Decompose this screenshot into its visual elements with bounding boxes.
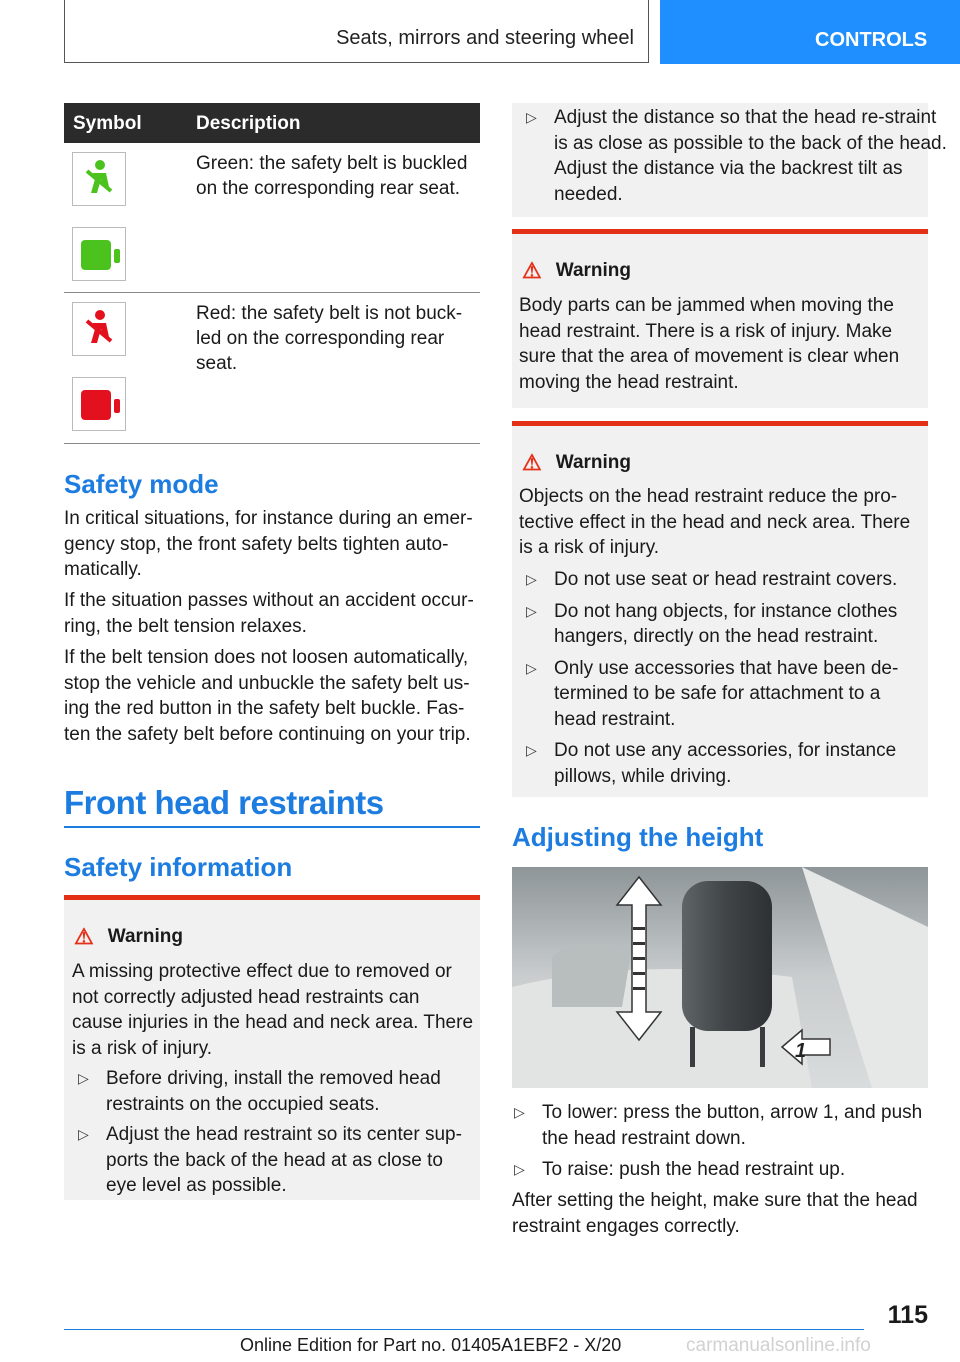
rear-seat-green-indicator-icon xyxy=(72,227,126,281)
heading-rule xyxy=(64,826,480,828)
warning-title-text: Warning xyxy=(555,452,632,473)
safety-mode-p1: In critical situations, for instance during an emer-gency stop, the front safety belts tighten auto-matically. xyxy=(64,508,473,580)
header-section xyxy=(64,0,649,63)
watermark: carmanualsonline.info xyxy=(686,1335,871,1356)
list-item xyxy=(512,105,954,207)
warning-list xyxy=(64,1066,474,1199)
col-description: Description xyxy=(196,113,301,134)
warning-text: A missing protective effect due to removed or not correctly adjusted head restraints can cause injuries in the head and neck area. There is a risk of injury. xyxy=(72,961,474,1059)
warning-box-2 xyxy=(512,229,928,408)
after-setting-text: After setting the height, make sure that the head restraint engages correctly. xyxy=(512,1190,918,1237)
adjust-distance-box xyxy=(512,103,947,217)
front-head-restraints-heading: Front head restraints xyxy=(64,784,384,821)
steps-list xyxy=(500,1100,930,1183)
safety-mode-heading: Safety mode xyxy=(64,469,219,499)
warning-list xyxy=(512,567,912,789)
warning-text: Objects on the head restraint reduce the pro-tective effect in the head and neck area. There is a risk of injury. xyxy=(519,486,911,558)
page-number: 115 xyxy=(887,1301,928,1329)
list-item-text: To raise: push the head restraint up. xyxy=(542,1159,846,1180)
seatbelt-buckled-icon xyxy=(72,152,126,206)
warning-title-text: Warning xyxy=(107,926,184,947)
bullet-icon: ▷ xyxy=(526,109,537,125)
warning-box-1 xyxy=(64,895,480,1200)
list-item-text: Before driving, install the removed head restraints on the occupied seats. xyxy=(106,1068,441,1115)
bullet-icon: ▷ xyxy=(78,1126,89,1142)
adjusting-height-heading: Adjusting the height xyxy=(512,822,764,852)
list-item xyxy=(64,1066,474,1117)
list-item-text: Only use accessories that have been de-termined to be safe for attachment to a head restraint. xyxy=(554,657,899,730)
bullet-icon: ▷ xyxy=(526,659,537,676)
bullet-icon: ▷ xyxy=(526,571,537,587)
list-item xyxy=(64,1122,474,1199)
chapter-title: CONTROLS xyxy=(815,29,928,51)
list-item-text: Do not use seat or head restraint covers. xyxy=(554,569,898,590)
list-item xyxy=(512,738,912,789)
warning-icon: ⚠ xyxy=(522,258,542,283)
figure-label: 1 xyxy=(795,1040,807,1062)
warning-box-3 xyxy=(512,421,928,797)
row-red-desc: Red: the safety belt is not buck-led on the corresponding rear seat. xyxy=(196,303,463,374)
list-item xyxy=(512,599,912,650)
head-restraint-illustration xyxy=(512,867,928,1088)
list-item-text: Adjust the head restraint so its center sup-ports the back of the head at as close to eye level as possible. xyxy=(106,1124,462,1196)
table-divider xyxy=(64,292,480,293)
safety-information-heading: Safety information xyxy=(64,852,293,882)
warning-title xyxy=(74,924,183,950)
list-item xyxy=(512,656,912,733)
table-bottom-rule xyxy=(64,443,480,444)
warning-text: Body parts can be jammed when moving the head restraint. There is a risk of injury. Make sure that the area of movement is clear when moving the head restraint. xyxy=(519,295,900,393)
list-item-text: Do not use any accessories, for instance pillows, while driving. xyxy=(554,740,897,787)
warning-title xyxy=(522,258,631,284)
warning-icon: ⚠ xyxy=(522,450,542,475)
bullet-icon: ▷ xyxy=(514,1104,525,1120)
list-item-text: To lower: press the button, arrow 1, and push the head restraint down. xyxy=(542,1102,923,1149)
warning-title-text: Warning xyxy=(555,260,632,281)
col-symbol: Symbol xyxy=(73,113,142,134)
bullet-icon: ▷ xyxy=(526,602,537,619)
safety-mode-p3: If the belt tension does not loosen automatically, stop the vehicle and unbuckle the safety belt us-ing the red button in the safety belt buckle. Fas-ten the safety belt before continuing on your trip. xyxy=(64,647,471,745)
footer-rule xyxy=(64,1329,864,1330)
list-item-text: Adjust the distance so that the head re-straint is as close as possible to the back of the head. Adjust the distance via the backrest tilt as needed. xyxy=(554,107,947,205)
section-title: Seats, mirrors and steering wheel xyxy=(336,27,634,49)
list-item xyxy=(500,1157,930,1183)
list-item xyxy=(500,1100,930,1151)
seatbelt-unbuckled-icon xyxy=(72,302,126,356)
safety-mode-p2: If the situation passes without an accident occur-ring, the belt tension relaxes. xyxy=(64,590,474,637)
list-item-text: Do not hang objects, for instance clothes hangers, directly on the head restraint. xyxy=(554,600,898,647)
rear-seat-red-indicator-icon xyxy=(72,377,126,431)
bullet-icon: ▷ xyxy=(526,742,537,758)
row-green-desc: Green: the safety belt is buckled on the corresponding rear seat. xyxy=(196,153,468,199)
list-item xyxy=(512,567,912,593)
warning-title xyxy=(522,450,631,476)
footer-edition: Online Edition for Part no. 01405A1EBF2 - X/20 xyxy=(240,1335,622,1355)
header-chapter xyxy=(660,0,960,64)
bullet-icon: ▷ xyxy=(78,1070,89,1086)
table-header xyxy=(64,103,480,143)
bullet-icon: ▷ xyxy=(514,1161,525,1177)
warning-icon: ⚠ xyxy=(74,924,94,949)
